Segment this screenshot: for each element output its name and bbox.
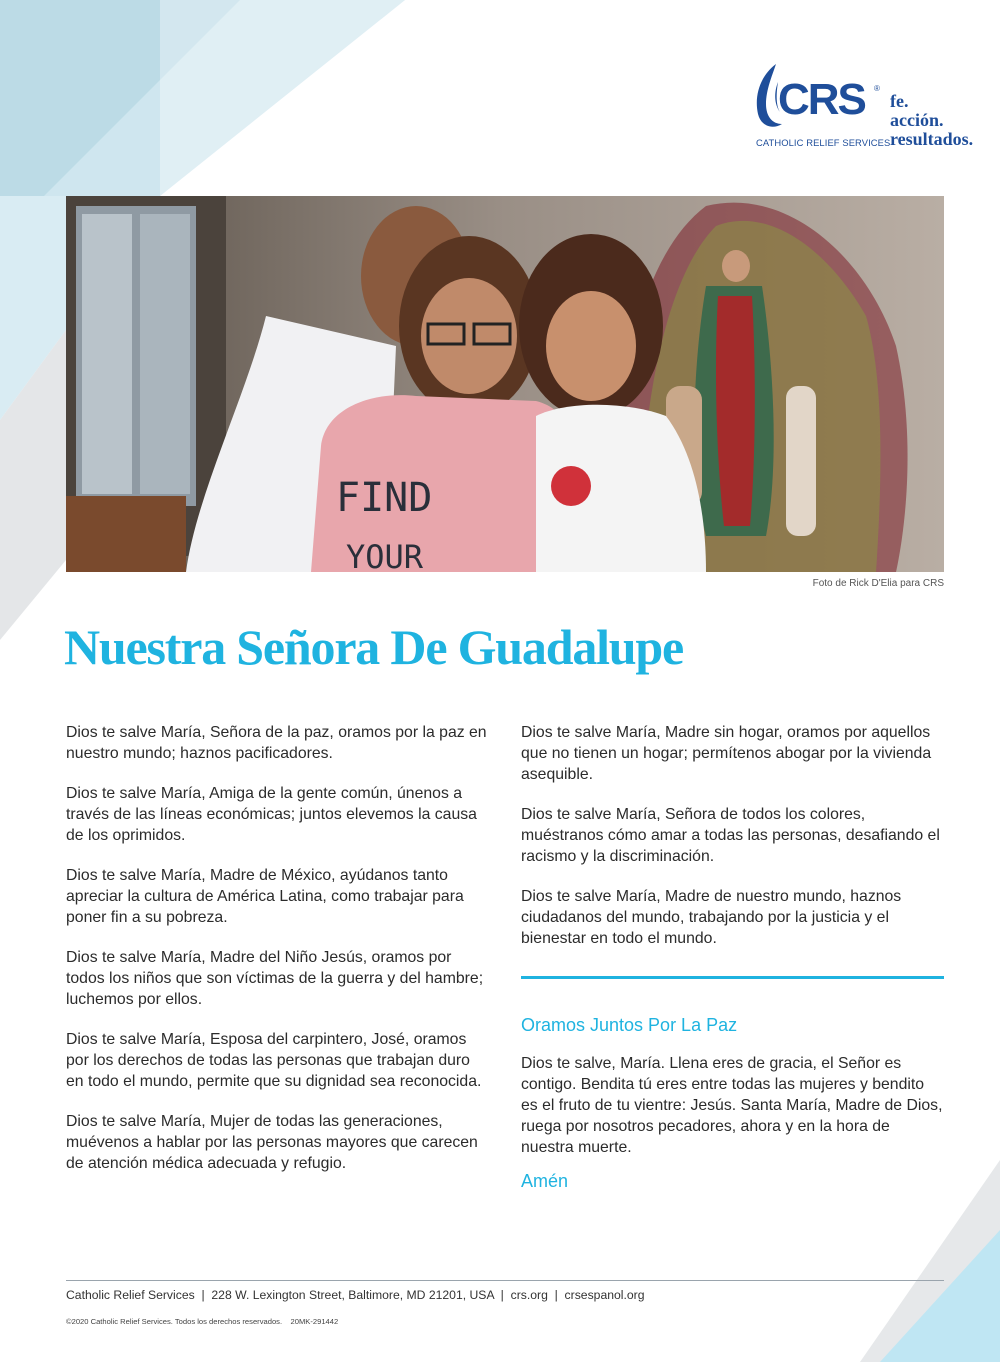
footer-copyright: ©2020 Catholic Relief Services. Todos los derechos reservados. 20MK-291442 — [66, 1317, 339, 1326]
family-photo — [66, 196, 944, 572]
paragraph: Dios te salve María, Madre de México, ayúdanos tanto apreciar la cultura de América Latina, como trabajar para poner fin a su pobreza. — [66, 867, 464, 926]
prayer-closing: Amén — [521, 1171, 569, 1191]
left-column — [66, 722, 491, 1193]
logo-mark: CRS — [778, 75, 865, 124]
right-column — [521, 722, 944, 968]
logo-tagline — [890, 92, 973, 149]
paragraph: Dios te salve María, Señora de todos los colores, muéstranos cómo amar a todas las personas, desafiando el racismo y la discriminación. — [521, 806, 940, 865]
shirt-text: FIND — [336, 475, 433, 521]
tagline-line: resultados. — [890, 129, 974, 149]
prayer-heading: Oramos Juntos Por La Paz — [521, 1015, 738, 1035]
footer-divider — [66, 1280, 944, 1281]
paragraph: Dios te salve María, Mujer de todas las generaciones, muévenos a hablar por las personas mayores que carecen de atención médica adecuada y refugio. — [66, 1113, 478, 1172]
paragraph: Dios te salve María, Madre sin hogar, oramos por aquellos que no tienen un hogar; permítenos abogar por la vivienda asequible. — [521, 724, 932, 783]
registered-mark: ® — [874, 84, 880, 93]
paragraph: Dios te salve María, Amiga de la gente común, únenos a través de las líneas económicas; juntos elevemos la causa de los oprimidos. — [66, 785, 477, 844]
footer-address: Catholic Relief Services | 228 W. Lexington Street, Baltimore, MD 21201, USA | crs.org | crsespanol.org — [66, 1288, 645, 1302]
paragraph: Dios te salve María, Esposa del carpintero, José, oramos por los derechos de todas las personas que trabajan duro en todo el mundo, permite que su dignidad sea reconocida. — [66, 1031, 482, 1090]
prayer-text: Dios te salve, María. Llena eres de gracia, el Señor es contigo. Bendita tú eres entre todas las mujeres y bendito es el fruto de tu vientre: Jesús. Santa María, Madre de Dios, ruega por nosotros pecadores, ahora y en la hora de nuestra muerte. — [521, 1055, 943, 1156]
paragraph: Dios te salve María, Señora de la paz, oramos por la paz en nuestro mundo; haznos pacificadores. — [66, 724, 487, 762]
photo-credit: Foto de Rick D'Elia para CRS — [812, 578, 944, 589]
logo-full-name: CATHOLIC RELIEF SERVICES — [756, 137, 891, 148]
shirt-text: YOUR — [346, 538, 424, 572]
section-divider — [521, 976, 944, 979]
page-title: Nuestra Señora De Guadalupe — [64, 619, 684, 675]
crs-logo — [752, 62, 982, 152]
tagline-line: fe. — [890, 91, 909, 111]
paragraph: Dios te salve María, Madre del Niño Jesús, oramos por todos los niños que son víctimas de la guerra y del hambre; luchemos por ellos. — [66, 949, 484, 1008]
tagline-line: acción. — [890, 110, 944, 130]
paragraph: Dios te salve María, Madre de nuestro mundo, haznos ciudadanos del mundo, trabajando por la justicia y el bienestar en todo el mundo. — [521, 888, 902, 947]
